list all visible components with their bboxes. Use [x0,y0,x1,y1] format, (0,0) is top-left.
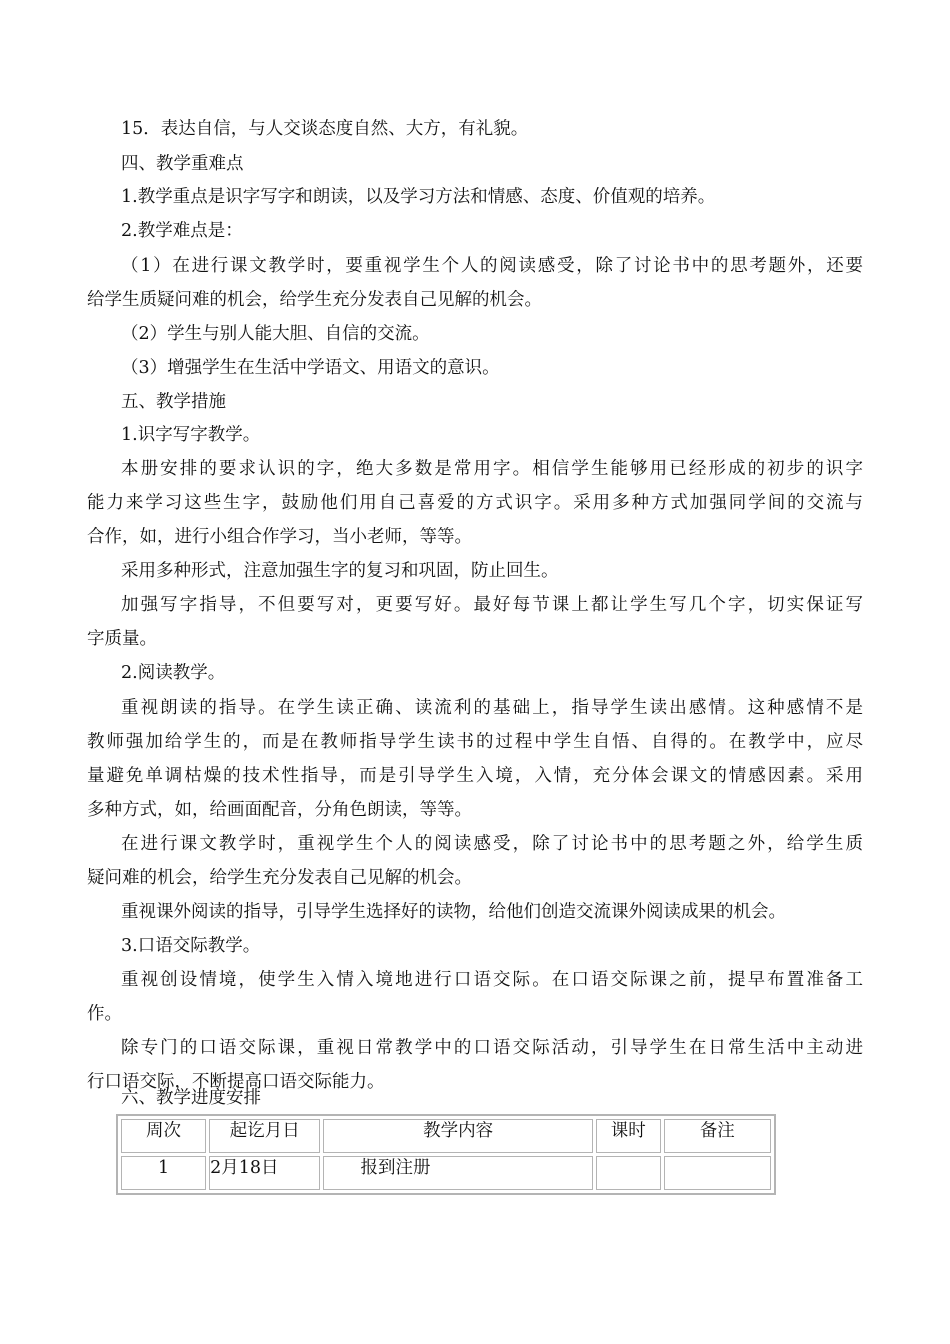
difficulty-3: （3）增强学生在生活中学语文、用语文的意识。 [121,358,500,378]
reading-p1-line-3: 量避免单调枯燥的技术性指导，而是引导学生入境，入情，充分体会课文的情感因素。采用 [87,766,863,786]
oral-p1-line-2: 作。 [87,1004,122,1024]
header-week: 周次 [121,1119,206,1153]
reading-p1-line-2: 教师强加给学生的，而是在教师指导学生读书的过程中学生自悟、自得的。在教学中，应尽 [87,732,863,752]
literacy-p3-line-2: 字质量。 [87,629,157,649]
section-heading-4: 四、教学重难点 [121,154,244,174]
reading-p2-line-1: 在进行课文教学时，重视学生个人的阅读感受，除了讨论书中的思考题之外，给学生质 [121,834,863,854]
reading-p1-line-4: 多种方式，如，给画面配音，分角色朗读，等等。 [87,800,472,820]
reading-heading: 2.阅读教学。 [121,663,226,683]
reading-p3: 重视课外阅读的指导，引导学生选择好的读物，给他们创造交流课外阅读成果的机会。 [121,902,786,922]
literacy-p1-line-2: 能力来学习这些生字，鼓励他们用自己喜爱的方式识字。采用多种方式加强同学间的交流与 [87,493,863,513]
oral-p1-line-1: 重视创设情境，使学生入情入境地进行口语交际。在口语交际课之前，提早布置准备工 [121,970,863,990]
cell-content: 报到注册 [323,1156,592,1190]
difficulty-1-line-2: 给学生质疑问难的机会，给学生充分发表自己见解的机会。 [87,290,542,310]
section-heading-5: 五、教学措施 [121,392,226,412]
reading-p2-line-2: 疑问难的机会，给学生充分发表自己见解的机会。 [87,868,472,888]
literacy-heading: 1.识字写字教学。 [121,425,261,445]
section-heading-6: 六、教学进度安排 [121,1088,261,1108]
cell-notes [664,1156,771,1190]
header-notes: 备注 [664,1119,771,1153]
literacy-p1-line-3: 合作，如，进行小组合作学习，当小老师，等等。 [87,527,472,547]
table-row [121,1156,771,1190]
oral-heading: 3.口语交际教学。 [121,936,261,956]
cell-hours [596,1156,661,1190]
objective-15: 15．表达自信，与人交谈态度自然、大方，有礼貌。 [121,119,529,139]
header-hours: 课时 [596,1119,661,1153]
literacy-p3-line-1: 加强写字指导，不但要写对，更要写好。最好每节课上都让学生写几个字，切实保证写 [121,595,863,615]
oral-p2-line-2: 行口语交际，不断提高口语交际能力。 [87,1072,385,1092]
difficulty-1-line-1: （1）在进行课文教学时，要重视学生个人的阅读感受，除了讨论书中的思考题外，还要 [121,256,863,276]
reading-p1-line-1: 重视朗读的指导。在学生读正确、读流利的基础上，指导学生读出感情。这种感情不是 [121,698,863,718]
difficulties-heading: 2.教学难点是： [121,221,243,241]
table-header-row [121,1119,771,1153]
key-points: 1.教学重点是识字写字和朗读，以及学习方法和情感、态度、价值观的培养。 [121,187,716,207]
cell-dates: 2月18日 [209,1156,320,1190]
difficulty-2: （2）学生与别人能大胆、自信的交流。 [121,324,430,344]
literacy-p2: 采用多种形式，注意加强生字的复习和巩固，防止回生。 [121,561,559,581]
oral-p2-line-1: 除专门的口语交际课，重视日常教学中的口语交际活动，引导学生在日常生活中主动进 [121,1038,863,1058]
schedule-table [116,1114,776,1195]
header-dates: 起讫月日 [209,1119,320,1153]
cell-week: 1 [121,1156,206,1190]
literacy-p1-line-1: 本册安排的要求认识的字，绝大多数是常用字。相信学生能够用已经形成的初步的识字 [121,459,863,479]
header-content: 教学内容 [323,1119,592,1153]
